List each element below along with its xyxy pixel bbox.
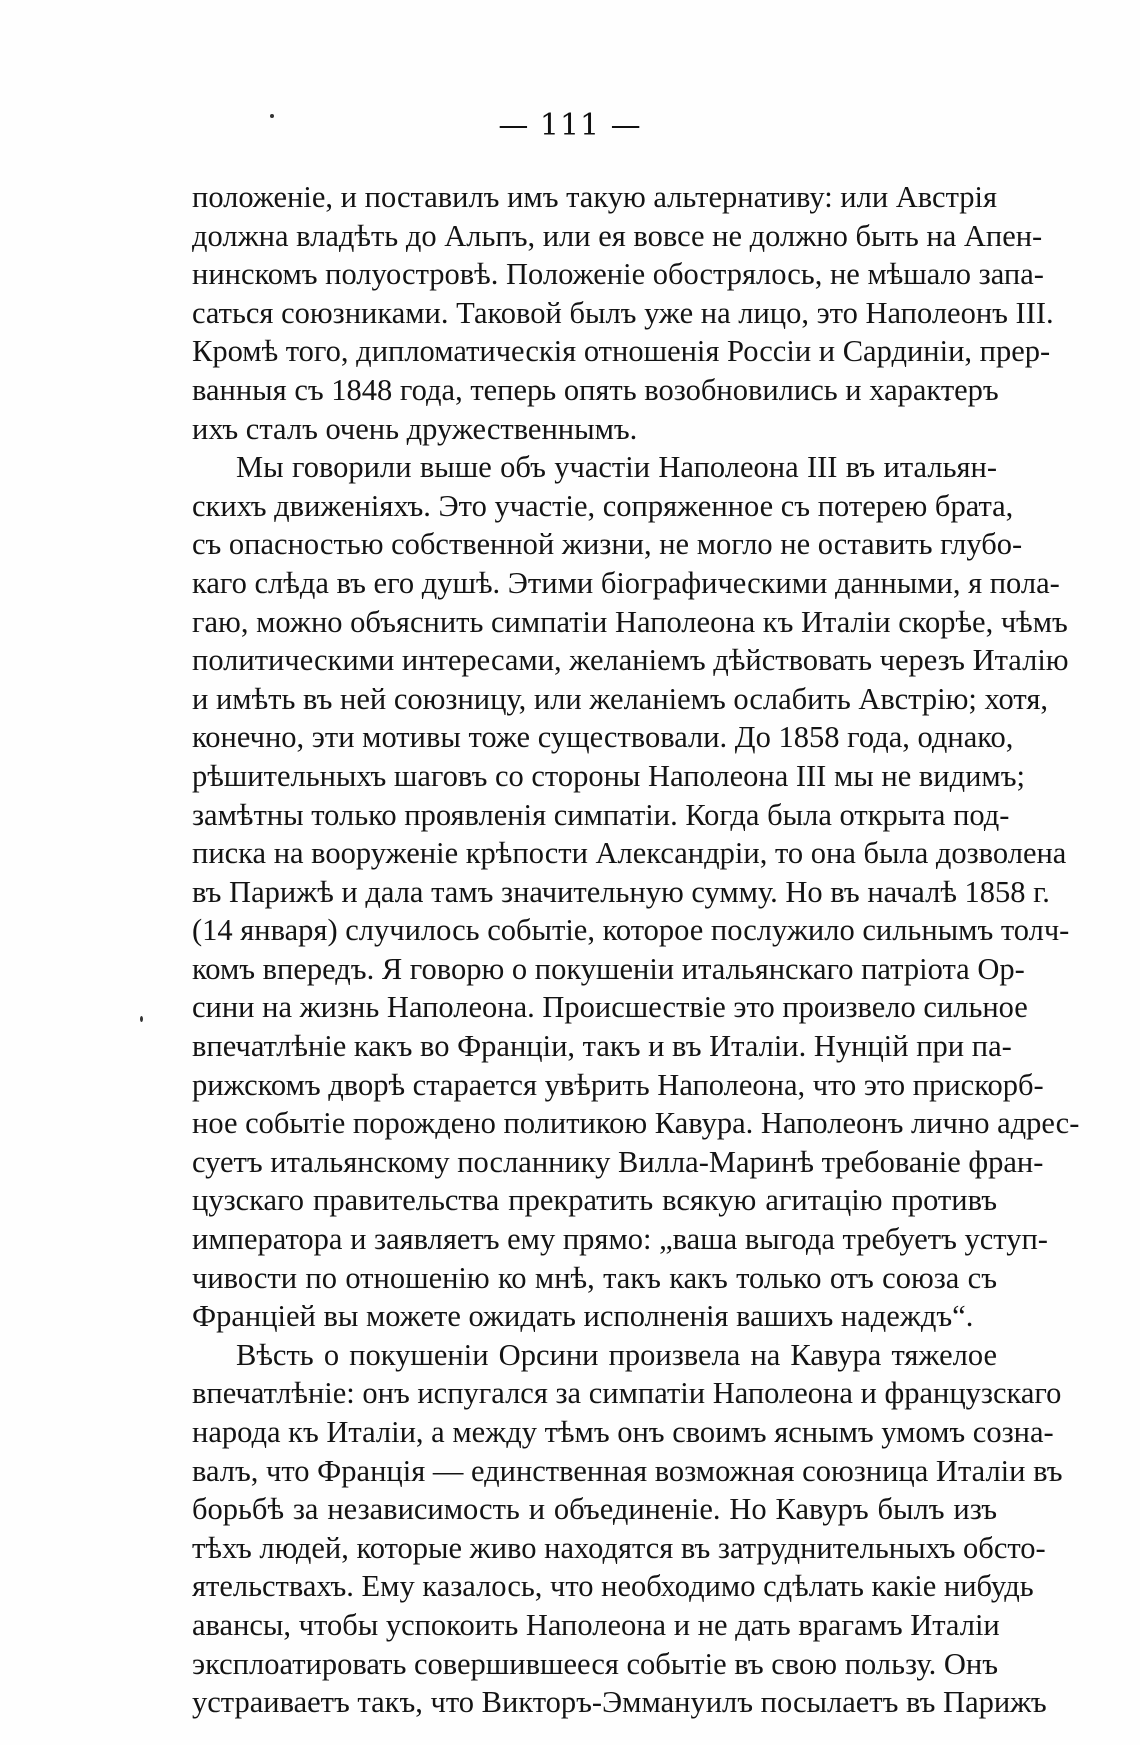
text-line: суетъ итальянскому посланнику Вилла-Маринѣ требованіе фран- xyxy=(192,1144,1044,1179)
text-line: ное событіе порождено политикою Кавура. Наполеонъ лично адрес- xyxy=(192,1106,1080,1141)
text-line: борьбѣ за независимость и объединеніе. Но Кавуръ былъ изъ xyxy=(192,1492,997,1527)
text-line: эксплоатировать совершившееся событіе въ свою пользу. Онъ xyxy=(192,1646,998,1681)
text-line: цузскаго правительства прекратить всякую агитацію противъ xyxy=(192,1183,997,1218)
text-line: писка на вооруженіе крѣпости Александріи, то она была дозволена xyxy=(192,836,1067,871)
text-line: народа къ Италіи, а между тѣмъ онъ своимъ яснымъ умомъ созна- xyxy=(192,1415,1054,1449)
text-line: впечатлѣніе: онъ испугался за симпатіи Наполеона и французскаго xyxy=(192,1376,1062,1411)
text-line: тѣхъ людей, которые живо находятся въ затруднительныхъ обсто- xyxy=(192,1530,1046,1565)
text-line: (14 января) случилось событіе, которое послужило сильнымъ толч- xyxy=(192,913,1070,948)
scan-speck xyxy=(140,1016,143,1022)
text-line: Кромѣ того, дипломатическія отношенія Россіи и Сардиніи, прер- xyxy=(192,334,1051,369)
text-line: авансы, чтобы успокоить Наполеона и не дать врагамъ Италіи xyxy=(192,1607,1000,1642)
text-line: и имѣть въ ней союзницу, или желаніемъ ослабить Австрію; хотя, xyxy=(192,681,1048,716)
text-line: рижскомъ дворѣ старается увѣрить Наполеона, что это прискорб- xyxy=(192,1067,1044,1102)
page-number: — 111 — xyxy=(498,108,642,143)
text-line: рѣшительныхъ шаговъ со стороны Наполеона III мы не видимъ; xyxy=(192,758,1025,793)
text-line: Мы говорили выше объ участіи Наполеона III въ итальян- xyxy=(236,450,997,485)
text-line: саться союзниками. Таковой былъ уже на лицо, это Наполеонъ III. xyxy=(192,295,1054,330)
text-line: положеніе, и поставилъ имъ такую альтернативу: или Австрія xyxy=(192,180,998,214)
text-line: замѣтны только проявленія симпатіи. Когда была открыта под- xyxy=(192,797,1010,832)
text-line: впечатлѣніе какъ во Франціи, такъ и въ Италіи. Нунцій при па- xyxy=(192,1029,1012,1064)
text-line: императора и заявляетъ ему прямо: „ваша выгода требуетъ уступ- xyxy=(192,1222,1048,1257)
text-line: чивости по отношенію ко мнѣ, такъ какъ только отъ союза съ xyxy=(192,1260,997,1295)
text-line: скихъ движеніяхъ. Это участіе, сопряженное съ потерею брата, xyxy=(192,488,1014,523)
text-line: ванныя съ 1848 года, теперь опять возобновились и характеръ xyxy=(192,372,999,407)
text-line: Вѣсть о покушеніи Орсини произвела на Кавура тяжелое xyxy=(236,1337,997,1372)
text-line: въ Парижѣ и дала тамъ значительную сумму. Но въ началѣ 1858 г. xyxy=(192,874,1050,909)
text-line: комъ впередъ. Я говорю о покушеніи итальянскаго патріота Ор- xyxy=(192,951,1025,986)
text-line: каго слѣда въ его душѣ. Этими біографическими данными, я пола- xyxy=(192,565,1060,600)
text-line: должна владѣть до Альпъ, или ея вовсе не должно быть на Апен- xyxy=(192,218,1043,253)
text-line: валъ, что Франція — единственная возможная союзница Италіи въ xyxy=(192,1453,1063,1488)
text-line: устраиваетъ такъ, что Викторъ-Эммануилъ посылаетъ въ Парижъ xyxy=(192,1685,1047,1720)
text-line: ятельствахъ. Ему казалось, что необходимо сдѣлать какіе нибудь xyxy=(192,1569,1034,1604)
text-line: политическими интересами, желаніемъ дѣйствовать черезъ Италію xyxy=(192,643,1069,678)
text-line: Франціей вы можете ожидать исполненія вашихъ надеждъ“. xyxy=(192,1299,974,1334)
body-text xyxy=(192,178,1080,1722)
text-line: нинскомъ полуостровѣ. Положеніе обострялось, не мѣшало запа- xyxy=(192,257,1044,292)
text-line: сини на жизнь Наполеона. Происшествіе это произвело сильное xyxy=(192,990,1028,1025)
text-line: съ опасностью собственной жизни, не могло не оставить глубо- xyxy=(192,527,1023,562)
text-line: ихъ сталъ очень дружественнымъ. xyxy=(192,411,638,446)
text-line: конечно, эти мотивы тоже существовали. До 1858 года, однако, xyxy=(192,720,1014,755)
text-line: гаю, можно объяснить симпатіи Наполеона къ Италіи скорѣе, чѣмъ xyxy=(192,604,1068,639)
